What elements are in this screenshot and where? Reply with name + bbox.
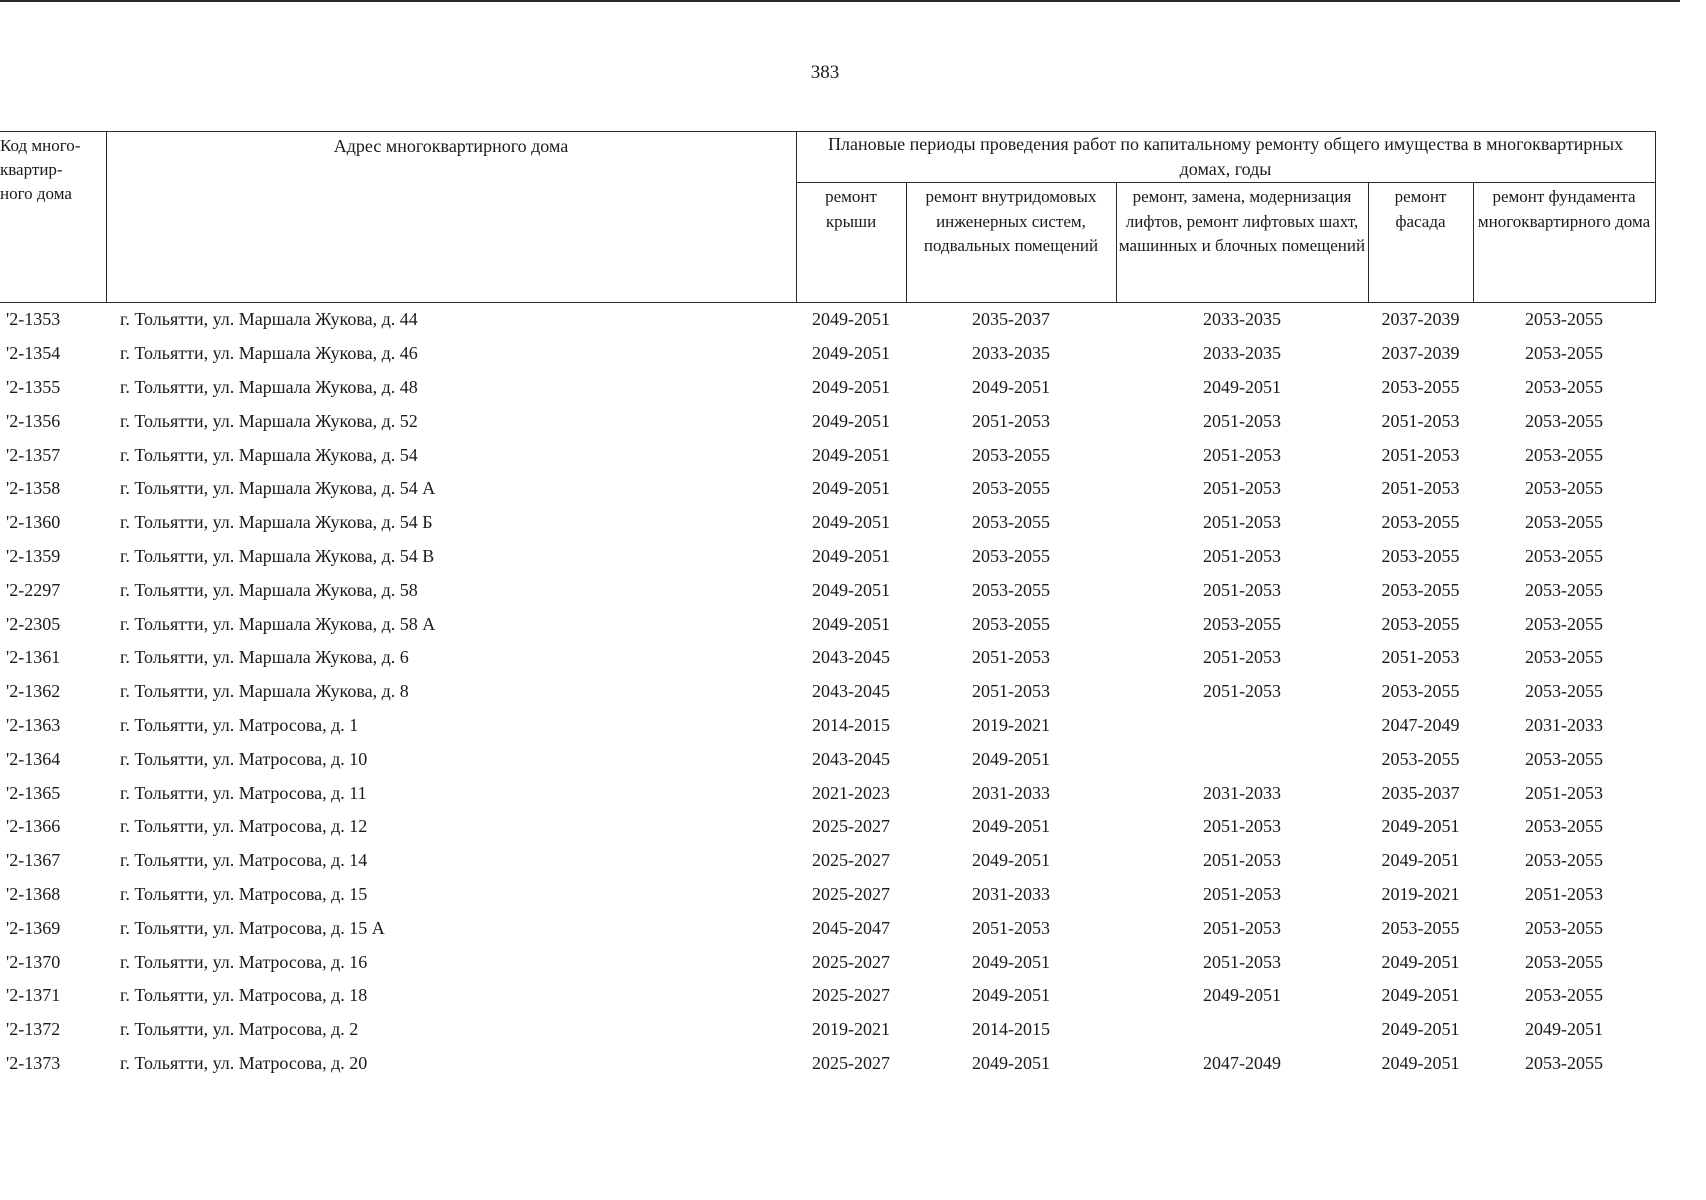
cell-elevators [1116, 1013, 1368, 1047]
cell-foundation: 2053-2055 [1525, 579, 1604, 600]
cell-engineering: 2053-2055 [972, 579, 1050, 600]
cell-code: '2-1364 [6, 748, 61, 769]
cell-foundation: 2053-2055 [1525, 681, 1604, 702]
cell-elevators: 2051-2053 [1203, 951, 1281, 972]
cell-roof: 2025-2027 [812, 816, 890, 837]
cell-address: г. Тольятти, ул. Маршала Жукова, д. 54 Б [120, 512, 433, 533]
cell-roof: 2049-2051 [812, 309, 890, 330]
header-planned-periods: Плановые периоды проведения работ по капитальному ремонту общего имущества в многоквартирных домах, годы [796, 132, 1655, 183]
cell-facade: 2049-2051 [1381, 985, 1460, 1006]
cell-address: г. Тольятти, ул. Маршала Жукова, д. 54 А [120, 478, 436, 499]
table-row [0, 641, 1655, 675]
cell-elevators: 2033-2035 [1203, 309, 1281, 330]
cell-facade: 2049-2051 [1381, 850, 1460, 871]
cell-elevators: 2049-2051 [1203, 985, 1281, 1006]
cell-engineering: 2053-2055 [972, 613, 1050, 634]
header-roof: ремонт крыши [796, 183, 906, 303]
table-row [0, 337, 1655, 371]
cell-engineering: 2035-2037 [972, 309, 1050, 330]
cell-roof: 2049-2051 [812, 613, 890, 634]
cell-engineering: 2053-2055 [972, 444, 1050, 465]
cell-foundation: 2053-2055 [1525, 816, 1604, 837]
cell-roof: 2049-2051 [812, 444, 890, 465]
cell-roof: 2025-2027 [812, 985, 890, 1006]
table-header [0, 132, 1655, 303]
cell-code: '2-2305 [6, 613, 61, 634]
cell-facade: 2053-2055 [1381, 512, 1460, 533]
cell-code: '2-1358 [6, 478, 61, 499]
cell-facade: 2053-2055 [1381, 748, 1460, 769]
capital-repair-table-container [0, 131, 1655, 1080]
table-row [0, 1013, 1655, 1047]
cell-foundation: 2053-2055 [1525, 985, 1604, 1006]
cell-roof: 2021-2023 [812, 782, 890, 803]
cell-foundation: 2053-2055 [1525, 545, 1604, 566]
cell-engineering: 2051-2053 [972, 681, 1050, 702]
cell-foundation: 2049-2051 [1525, 1019, 1604, 1040]
cell-foundation: 2053-2055 [1525, 376, 1604, 397]
cell-facade: 2049-2051 [1381, 951, 1460, 972]
cell-engineering: 2051-2053 [972, 410, 1050, 431]
cell-code: '2-1369 [6, 917, 61, 938]
cell-code: '2-1362 [6, 681, 61, 702]
cell-foundation: 2053-2055 [1525, 478, 1604, 499]
cell-roof: 2043-2045 [812, 681, 890, 702]
cell-elevators: 2051-2053 [1203, 850, 1281, 871]
header-code-text: Код много- квартир- ного дома [0, 136, 81, 203]
cell-address: г. Тольятти, ул. Маршала Жукова, д. 58 [120, 579, 418, 600]
table-row [0, 303, 1655, 337]
cell-engineering: 2051-2053 [972, 917, 1050, 938]
cell-code: '2-1367 [6, 850, 61, 871]
cell-facade: 2053-2055 [1381, 613, 1460, 634]
cell-facade: 2053-2055 [1381, 545, 1460, 566]
cell-elevators: 2053-2055 [1203, 613, 1281, 634]
cell-engineering: 2053-2055 [972, 512, 1050, 533]
cell-roof: 2049-2051 [812, 410, 890, 431]
cell-elevators [1116, 742, 1368, 776]
cell-address: г. Тольятти, ул. Матросова, д. 20 [120, 1052, 368, 1073]
cell-facade: 2051-2053 [1381, 444, 1460, 465]
cell-code: '2-1357 [6, 444, 61, 465]
cell-address: г. Тольятти, ул. Маршала Жукова, д. 46 [120, 343, 418, 364]
header-elevators: ремонт, замена, модернизация лифтов, ремонт лифтовых шахт, машинных и блочных помещений [1116, 183, 1368, 303]
table-row [0, 979, 1655, 1013]
cell-elevators: 2049-2051 [1203, 376, 1281, 397]
table-row [0, 573, 1655, 607]
cell-engineering: 2053-2055 [972, 478, 1050, 499]
cell-roof: 2049-2051 [812, 376, 890, 397]
cell-engineering: 2053-2055 [972, 545, 1050, 566]
cell-roof: 2045-2047 [812, 917, 890, 938]
table-row [0, 911, 1655, 945]
cell-facade: 2035-2037 [1381, 782, 1460, 803]
header-engineering: ремонт внутридомовых инженерных систем, подвальных помещений [906, 183, 1116, 303]
table-row [0, 1047, 1655, 1081]
table-row [0, 472, 1655, 506]
cell-roof: 2049-2051 [812, 579, 890, 600]
page-number: 383 [810, 62, 840, 83]
cell-engineering: 2049-2051 [972, 1052, 1050, 1073]
cell-address: г. Тольятти, ул. Матросова, д. 16 [120, 951, 368, 972]
cell-facade: 2037-2039 [1381, 309, 1460, 330]
cell-elevators: 2031-2033 [1203, 782, 1281, 803]
cell-address: г. Тольятти, ул. Матросова, д. 2 [120, 1019, 359, 1040]
cell-code: '2-2297 [6, 579, 61, 600]
header-code [0, 132, 106, 303]
cell-facade: 2053-2055 [1381, 917, 1460, 938]
cell-code: '2-1371 [6, 985, 61, 1006]
cell-engineering: 2031-2033 [972, 883, 1050, 904]
cell-foundation: 2053-2055 [1525, 613, 1604, 634]
cell-elevators: 2051-2053 [1203, 512, 1281, 533]
cell-foundation: 2051-2053 [1525, 883, 1604, 904]
table-row [0, 438, 1655, 472]
cell-elevators: 2051-2053 [1203, 579, 1281, 600]
table-row [0, 878, 1655, 912]
cell-address: г. Тольятти, ул. Маршала Жукова, д. 54 В [120, 545, 435, 566]
cell-code: '2-1365 [6, 782, 61, 803]
cell-elevators: 2051-2053 [1203, 410, 1281, 431]
cell-elevators: 2047-2049 [1203, 1052, 1281, 1073]
cell-code: '2-1366 [6, 816, 61, 837]
cell-address: г. Тольятти, ул. Матросова, д. 11 [120, 782, 367, 803]
cell-address: г. Тольятти, ул. Маршала Жукова, д. 58 А [120, 613, 436, 634]
cell-roof: 2049-2051 [812, 512, 890, 533]
cell-engineering: 2033-2035 [972, 343, 1050, 364]
table-row [0, 404, 1655, 438]
cell-roof: 2025-2027 [812, 850, 890, 871]
cell-foundation: 2053-2055 [1525, 951, 1604, 972]
cell-roof: 2049-2051 [812, 545, 890, 566]
header-row-group [0, 132, 1655, 183]
table-row [0, 371, 1655, 405]
cell-address: г. Тольятти, ул. Маршала Жукова, д. 54 [120, 444, 418, 465]
table-row [0, 810, 1655, 844]
cell-roof: 2025-2027 [812, 951, 890, 972]
table-row [0, 540, 1655, 574]
cell-code: '2-1372 [6, 1019, 61, 1040]
cell-address: г. Тольятти, ул. Матросова, д. 12 [120, 816, 368, 837]
cell-code: '2-1373 [6, 1052, 61, 1073]
cell-code: '2-1356 [6, 410, 61, 431]
header-address: Адрес многоквартирного дома [106, 132, 796, 303]
cell-elevators: 2051-2053 [1203, 917, 1281, 938]
cell-address: г. Тольятти, ул. Матросова, д. 15 А [120, 917, 385, 938]
cell-roof: 2043-2045 [812, 647, 890, 668]
cell-facade: 2019-2021 [1381, 883, 1460, 904]
cell-facade: 2051-2053 [1381, 410, 1460, 431]
cell-foundation: 2053-2055 [1525, 309, 1604, 330]
cell-elevators: 2051-2053 [1203, 816, 1281, 837]
cell-elevators: 2051-2053 [1203, 478, 1281, 499]
cell-facade: 2051-2053 [1381, 478, 1460, 499]
cell-elevators: 2051-2053 [1203, 545, 1281, 566]
table-row [0, 945, 1655, 979]
table-row [0, 742, 1655, 776]
cell-engineering: 2014-2015 [972, 1019, 1050, 1040]
header-facade: ремонт фасада [1368, 183, 1473, 303]
cell-facade: 2047-2049 [1381, 714, 1460, 735]
cell-code: '2-1354 [6, 343, 61, 364]
cell-foundation: 2053-2055 [1525, 917, 1604, 938]
cell-roof: 2019-2021 [812, 1019, 890, 1040]
cell-facade: 2053-2055 [1381, 681, 1460, 702]
cell-foundation: 2053-2055 [1525, 850, 1604, 871]
cell-address: г. Тольятти, ул. Матросова, д. 15 [120, 883, 368, 904]
cell-foundation: 2051-2053 [1525, 782, 1604, 803]
cell-address: г. Тольятти, ул. Маршала Жукова, д. 8 [120, 681, 409, 702]
cell-facade: 2051-2053 [1381, 647, 1460, 668]
cell-engineering: 2031-2033 [972, 782, 1050, 803]
cell-address: г. Тольятти, ул. Матросова, д. 14 [120, 850, 368, 871]
table-row [0, 675, 1655, 709]
cell-code: '2-1370 [6, 951, 61, 972]
cell-roof: 2049-2051 [812, 478, 890, 499]
cell-code: '2-1359 [6, 545, 61, 566]
cell-elevators [1116, 709, 1368, 743]
cell-foundation: 2053-2055 [1525, 343, 1604, 364]
cell-code: '2-1355 [6, 376, 61, 397]
cell-foundation: 2053-2055 [1525, 512, 1604, 533]
cell-foundation: 2053-2055 [1525, 410, 1604, 431]
cell-facade: 2053-2055 [1381, 376, 1460, 397]
cell-engineering: 2049-2051 [972, 376, 1050, 397]
table-row [0, 607, 1655, 641]
cell-address: г. Тольятти, ул. Маршала Жукова, д. 52 [120, 410, 418, 431]
cell-engineering: 2049-2051 [972, 850, 1050, 871]
cell-code: '2-1361 [6, 647, 61, 668]
cell-facade: 2049-2051 [1381, 816, 1460, 837]
cell-facade: 2053-2055 [1381, 579, 1460, 600]
cell-engineering: 2049-2051 [972, 985, 1050, 1006]
cell-foundation: 2053-2055 [1525, 1052, 1604, 1073]
cell-address: г. Тольятти, ул. Матросова, д. 1 [120, 714, 359, 735]
cell-elevators: 2051-2053 [1203, 681, 1281, 702]
cell-engineering: 2049-2051 [972, 951, 1050, 972]
header-foundation: ремонт фундамента многоквартирного дома [1473, 183, 1655, 303]
cell-roof: 2049-2051 [812, 343, 890, 364]
cell-roof: 2025-2027 [812, 1052, 890, 1073]
top-border-line [0, 0, 1680, 2]
cell-roof: 2025-2027 [812, 883, 890, 904]
table-row [0, 776, 1655, 810]
capital-repair-schedule-table [0, 131, 1656, 1080]
cell-facade: 2037-2039 [1381, 343, 1460, 364]
cell-code: '2-1360 [6, 512, 61, 533]
cell-engineering: 2049-2051 [972, 748, 1050, 769]
cell-address: г. Тольятти, ул. Маршала Жукова, д. 6 [120, 647, 409, 668]
cell-foundation: 2053-2055 [1525, 647, 1604, 668]
cell-foundation: 2053-2055 [1525, 444, 1604, 465]
cell-address: г. Тольятти, ул. Маршала Жукова, д. 48 [120, 376, 418, 397]
table-body [0, 303, 1655, 1081]
cell-code: '2-1363 [6, 714, 61, 735]
cell-elevators: 2051-2053 [1203, 647, 1281, 668]
cell-roof: 2014-2015 [812, 714, 890, 735]
cell-address: г. Тольятти, ул. Маршала Жукова, д. 44 [120, 309, 418, 330]
cell-elevators: 2051-2053 [1203, 444, 1281, 465]
table-row [0, 709, 1655, 743]
cell-facade: 2049-2051 [1381, 1019, 1460, 1040]
cell-engineering: 2049-2051 [972, 816, 1050, 837]
cell-roof: 2043-2045 [812, 748, 890, 769]
cell-foundation: 2031-2033 [1525, 714, 1604, 735]
cell-address: г. Тольятти, ул. Матросова, д. 10 [120, 748, 368, 769]
cell-elevators: 2033-2035 [1203, 343, 1281, 364]
cell-engineering: 2051-2053 [972, 647, 1050, 668]
cell-engineering: 2019-2021 [972, 714, 1050, 735]
cell-facade: 2049-2051 [1381, 1052, 1460, 1073]
cell-address: г. Тольятти, ул. Матросова, д. 18 [120, 985, 368, 1006]
cell-elevators: 2051-2053 [1203, 883, 1281, 904]
cell-foundation: 2053-2055 [1525, 748, 1604, 769]
table-row [0, 844, 1655, 878]
cell-code: '2-1353 [6, 309, 61, 330]
table-row [0, 506, 1655, 540]
cell-code: '2-1368 [6, 883, 61, 904]
